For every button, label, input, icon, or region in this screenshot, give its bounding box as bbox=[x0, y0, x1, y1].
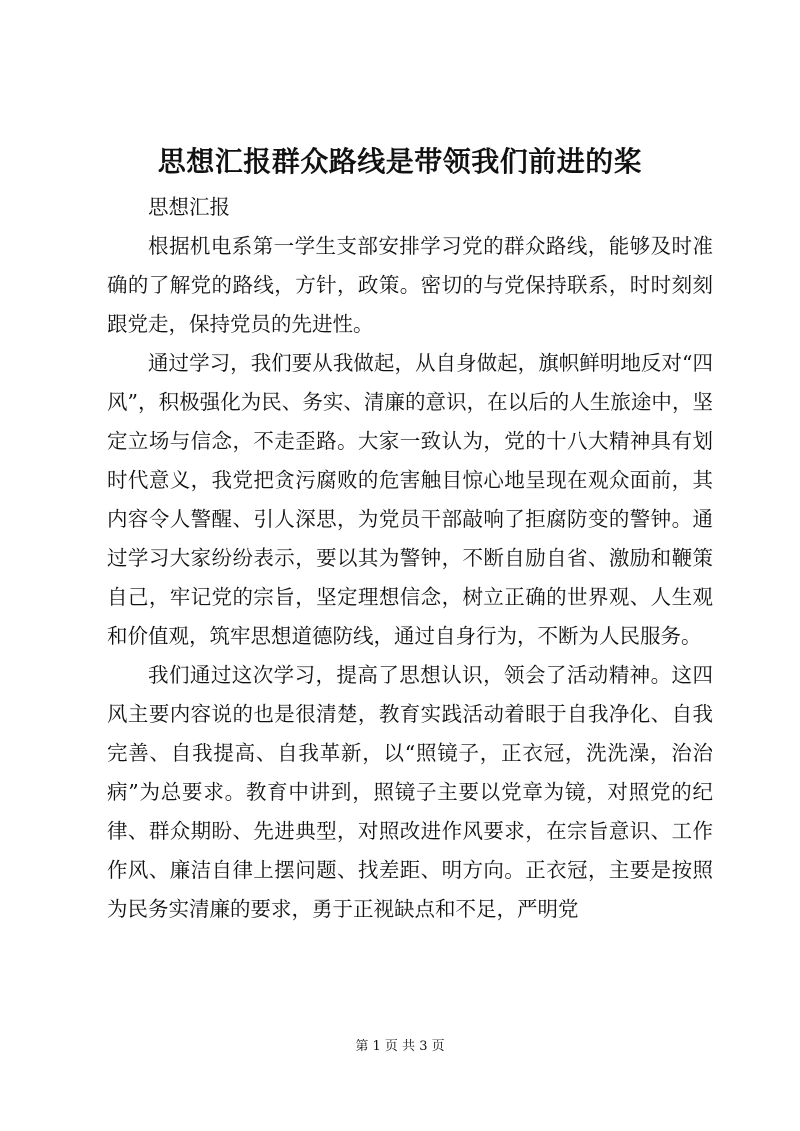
paragraph: 我们通过这次学习，提高了思想认识，领会了活动精神。这四风主要内容说的也是很清楚，教育实践活动着眼于自我净化、自我完善、自我提高、自我革新，以“照镜子，正衣冠，洗洗澡，治治病”为总要求。教育中讲到，照镜子主要以党章为镜，对照党的纪律、群众期盼、先进典型，对照改进作风要求，在宗旨意识、工作作风、廉洁自律上摆问题、找差距、明方向。正衣冠，主要是按照为民务实清廉的要求，勇于正视缺点和不足，严明党 bbox=[107, 663, 713, 921]
paragraph: 根据机电系第一学生支部安排学习党的群众路线，能够及时准确的了解党的路线，方针，政策。密切的与党保持联系，时时刻刻跟党走，保持党员的先进性。 bbox=[107, 234, 713, 336]
paragraph-heading: 思想汇报 bbox=[148, 195, 230, 219]
paragraph: 通过学习，我们要从我做起，从自身做起，旗帜鲜明地反对“四风”，积极强化为民、务实、清廉的意识，在以后的人生旅途中，坚定立场与信念，不走歪路。大家一致认为，党的十八大精神具有划时代意义，我党把贪污腐败的危害触目惊心地呈现在观众面前，其内容令人警醒、引人深思，为党员干部敲响了拒腐防变的警钟。通过学习大家纷纷表示，要以其为警钟，不断自励自省、激励和鞭策自己，牢记党的宗旨，坚定理想信念，树立正确的世界观、人生观和价值观，筑牢思想道德防线，通过自身行为，不断为人民服务。 bbox=[107, 351, 713, 648]
page-number-footer: 第 1 页 共 3 页 bbox=[355, 1039, 445, 1054]
document-body bbox=[107, 188, 713, 929]
document-title: 思想汇报群众路线是带领我们前进的桨 bbox=[157, 145, 643, 178]
